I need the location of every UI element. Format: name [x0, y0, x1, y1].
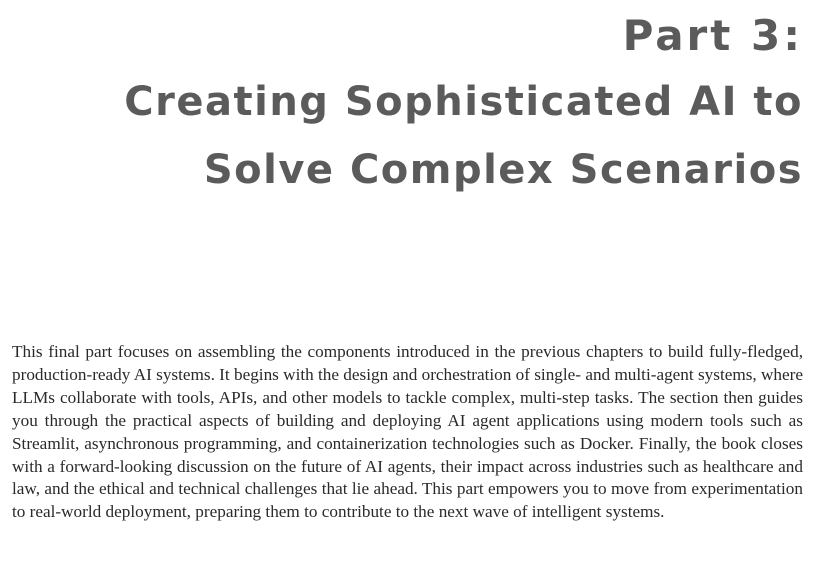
- part-title-line-2: Solve Complex Scenarios: [203, 147, 803, 193]
- part-heading: [124, 4, 803, 204]
- part-number: Part 3:: [622, 11, 803, 60]
- part-intro-paragraph: This final part focuses on assembling the components introduced in the previous chapters to build fully-fledged, production-ready AI systems. It begins with the design and orchestration of single- and multi-agent systems, where LLMs collaborate with tools, APIs, and other models to tackle complex, multi-step tasks. The section then guides you through the practical aspects of building and deploying AI agent applications using modern tools such as Streamlit, asynchronous programming, and containerization technologies such as Docker. Finally, the book closes with a forward-looking discussion on the future of AI agents, their impact across industries such as healthcare and law, and the ethical and technical challenges that lie ahead. This part empowers you to move from experimentation to real-world deployment, preparing them to contribute to the next wave of intelligent systems.: [12, 342, 803, 522]
- part-title-line-1: Creating Sophisticated AI to: [124, 79, 803, 125]
